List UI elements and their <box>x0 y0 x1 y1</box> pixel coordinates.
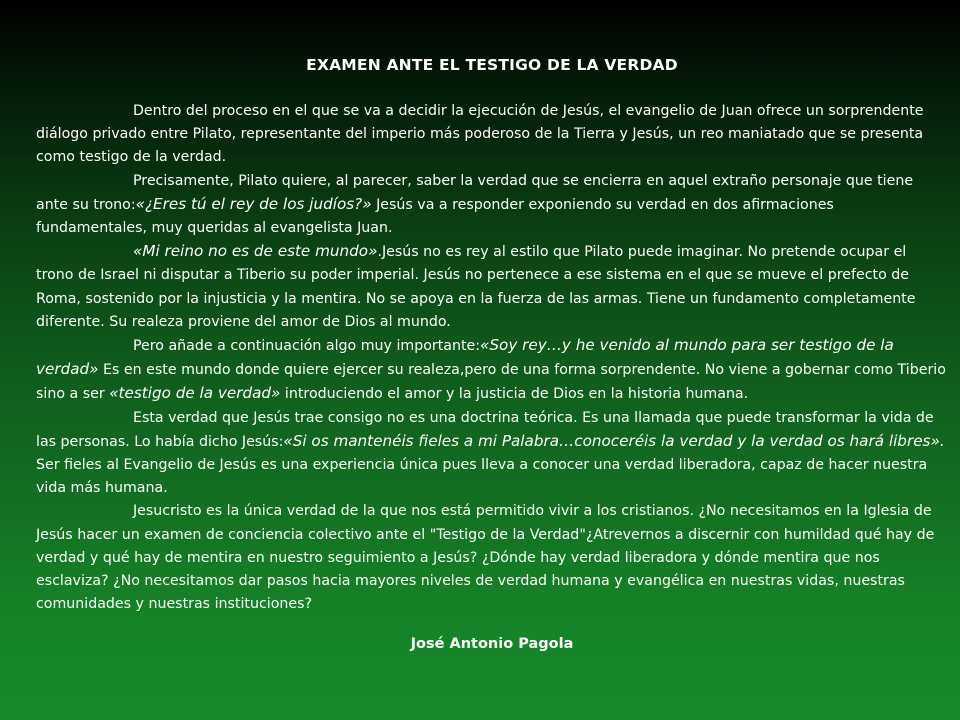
gospel-quote: «Soy rey…y he venido al mundo para ser testigo de la verdad» <box>36 336 894 379</box>
paragraph-text: Dentro del proceso en el que se va a decidir la ejecución de Jesús, el evangelio de Juan ofrece un sorprendente diálogo privado entre Pilato, representante del imperio más poderoso de la Tierra y Jesús, un reo maniatado que se presenta como testigo de la verdad. <box>36 103 924 166</box>
gospel-quote: «Mi reino no es de este mundo» <box>133 242 378 261</box>
author-signature: José Antonio Pagola <box>410 636 574 653</box>
paragraph-text: Jesucristo es la única verdad de la que nos está permitido vivir a los cristianos. ¿No necesitamos en la Iglesia de Jesús hacer un examen de conciencia colectivo ante el "Testigo de la Verdad"¿Atrevernos a discernir con humildad qué hay de verdad y qué hay de mentira en nuestro seguimiento a Jesús? ¿Dónde hay verdad liberadora y dónde mentira que nos esclaviza? ¿No necesitamos dar pasos hacia mayores niveles de verdad humana y evangélica en nuestras vidas, nuestras comunidades y nuestras instituciones? <box>36 503 935 613</box>
paragraph <box>36 407 948 501</box>
paragraph-text: Esta verdad que Jesús trae consigo no es una doctrina teórica. Es una llamada que puede transformar la vida de las personas. Lo había dicho Jesús: <box>36 409 934 450</box>
paragraph <box>36 170 948 241</box>
paragraph <box>36 240 948 334</box>
paragraph <box>36 334 948 407</box>
paragraph-text: Ser fieles al Evangelio de Jesús es una experiencia única pues lleva a conocer una verdad liberadora, capaz de hacer nuestra vida más humana. <box>36 457 928 497</box>
paragraph-text: Jesús va a responder exponiendo su verdad en dos afirmaciones fundamentales, muy queridas al evangelista Juan. <box>36 196 834 237</box>
document-body <box>36 100 948 616</box>
paragraph-text: Precisamente, Pilato quiere, al parecer, saber la verdad que se encierra en aquel extraño personaje que tiene ante su trono: <box>36 172 914 213</box>
slide <box>36 56 948 652</box>
document-title: EXAMEN ANTE EL TESTIGO DE LA VERDAD <box>306 56 678 74</box>
paragraph-text: Pero añade a continuación algo muy importante: <box>133 338 481 355</box>
paragraph <box>36 500 948 616</box>
gospel-quote: «testigo de la verdad» <box>109 384 281 403</box>
gospel-quote: «Si os mantenéis fieles a mi Palabra…conoceréis la verdad y la verdad os hará libres». <box>283 431 945 450</box>
gospel-quote: «¿Eres tú el rey de los judíos?» <box>135 194 372 213</box>
paragraph <box>36 100 948 170</box>
paragraph-text: introduciendo el amor y la justicia de Dios en la historia humana. <box>280 386 749 403</box>
paragraph-text: .Jesús no es rey al estilo que Pilato puede imaginar. No pretende ocupar el trono de Israel ni disputar a Tiberio su poder imperial. Jesús no pertenece a ese sistema en el que se mueve el prefecto de Roma, sostenido por la injusticia y la mentira. No se apoya en la fuerza de las armas. Tiene un fundamento completamente diferente. Su realeza proviene del amor de Dios al mundo. <box>36 244 916 330</box>
paragraph-text: Es en este mundo donde quiere ejercer su realeza,pero de una forma sorprendente. No viene a gobernar como Tiberio sino a ser <box>36 362 946 403</box>
